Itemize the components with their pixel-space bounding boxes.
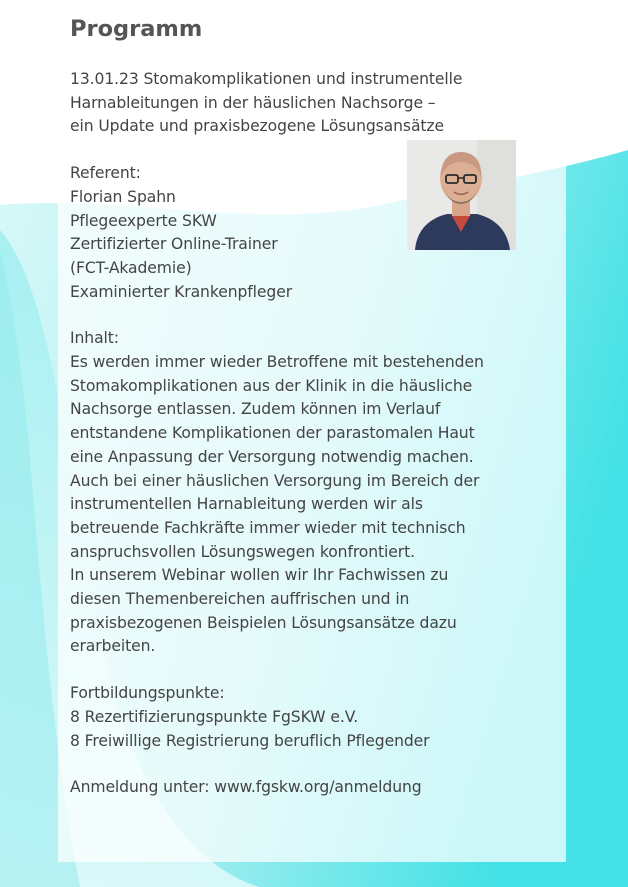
content-line: entstandene Komplikationen der parastomalen Haut: [70, 424, 475, 443]
event-title-line: ein Update und praxisbezogene Lösungsansätze: [70, 117, 444, 136]
content-line: Stomakomplikationen aus der Klinik in die häusliche: [70, 376, 473, 395]
content-line: eine Anpassung der Versorgung notwendig machen.: [70, 447, 474, 466]
speaker-line: (FCT-Akademie): [70, 258, 192, 277]
speaker-photo: [407, 140, 516, 250]
content-line: betreuende Fachkräfte immer wieder mit technisch: [70, 518, 466, 537]
content-line: anspruchsvollen Lösungswegen konfrontiert.: [70, 542, 415, 561]
content-line: praxisbezogenen Beispielen Lösungsansätze dazu: [70, 613, 457, 632]
event-title: [70, 68, 540, 139]
points-line: 8 Rezertifizierungspunkte FgSKW e.V.: [70, 707, 359, 726]
content-line: Es werden immer wieder Betroffene mit bestehenden: [70, 353, 484, 372]
content-label: Inhalt:: [70, 329, 119, 348]
program-content: [70, 14, 540, 800]
content-line: Auch bei einer häuslichen Versorgung im Bereich der: [70, 471, 480, 490]
speaker-label: Referent:: [70, 164, 141, 183]
registration-text: Anmeldung unter: www.fgskw.org/anmeldung: [70, 778, 422, 797]
speaker-line: Florian Spahn: [70, 187, 176, 206]
speaker-line: Zertifizierter Online-Trainer: [70, 235, 278, 254]
registration-line: [70, 776, 540, 800]
speaker-line: Examinierter Krankenpfleger: [70, 282, 293, 301]
content-line: erarbeiten.: [70, 637, 156, 656]
page-title: Programm: [70, 16, 203, 42]
event-title-line: Harnableitungen in der häuslichen Nachsorge –: [70, 93, 436, 112]
content-line: In unserem Webinar wollen wir Ihr Fachwissen zu: [70, 566, 449, 585]
content-section: [70, 327, 540, 659]
content-line: instrumentellen Harnableitung werden wir als: [70, 495, 423, 514]
speaker-line: Pflegeexperte SKW: [70, 211, 217, 230]
points-label: Fortbildungspunkte:: [70, 684, 225, 703]
points-section: [70, 682, 540, 753]
points-line: 8 Freiwillige Registrierung beruflich Pflegender: [70, 731, 430, 750]
content-line: diesen Themenbereichen auffrischen und in: [70, 590, 410, 609]
event-title-line: 13.01.23 Stomakomplikationen und instrumentelle: [70, 70, 463, 88]
content-line: Nachsorge entlassen. Zudem können im Verlauf: [70, 400, 441, 419]
